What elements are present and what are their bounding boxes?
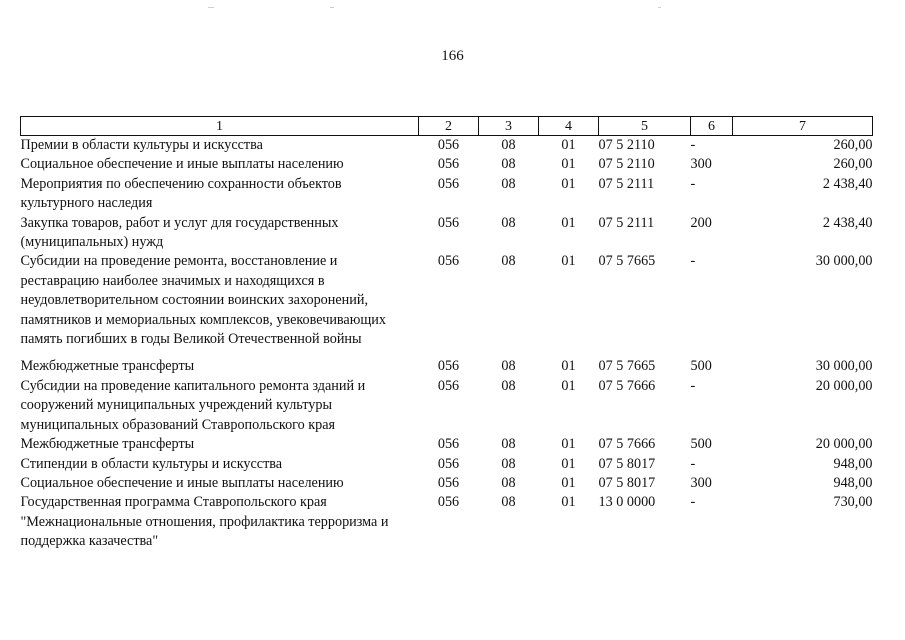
- subsection-code: 01: [561, 156, 576, 173]
- ministry-code: 056: [437, 214, 460, 231]
- ministry-code: 056: [437, 137, 460, 153]
- expense-type-code: -: [690, 253, 696, 270]
- table-row: [21, 155, 873, 174]
- subsection-code: 01: [561, 214, 576, 231]
- amount: 730,00: [833, 494, 873, 511]
- expense-type-code: -: [690, 377, 696, 394]
- section-code: 08: [501, 214, 516, 231]
- target-article-code: 13 0 0000: [598, 494, 656, 511]
- expense-type-code: 300: [690, 474, 712, 491]
- scan-artifact: [658, 7, 661, 8]
- target-article-code: 07 5 7665: [598, 253, 656, 270]
- target-article-code: 07 5 8017: [598, 474, 656, 491]
- amount: 20 000,00: [815, 377, 873, 394]
- ministry-code: 056: [437, 455, 460, 472]
- subsection-code: 01: [561, 455, 576, 472]
- table-row: [21, 357, 873, 376]
- ministry-code: 056: [437, 156, 460, 173]
- expense-type-code: -: [690, 137, 696, 153]
- subsection-code: 01: [561, 474, 576, 491]
- item-name: Премии в области культуры и искусства: [20, 137, 263, 153]
- item-name: Мероприятия по обеспечению сохранности объектов культурного наследия: [20, 175, 342, 212]
- column-header: 7: [733, 117, 873, 136]
- amount: 260,00: [833, 137, 873, 153]
- column-header: 1: [21, 117, 419, 136]
- item-name: Закупка товаров, работ и услуг для государственных (муниципальных) нужд: [20, 214, 339, 251]
- section-code: 08: [501, 474, 516, 491]
- amount: 20 000,00: [815, 436, 873, 453]
- subsection-code: 01: [561, 358, 576, 375]
- section-code: 08: [501, 137, 516, 153]
- expense-type-code: -: [690, 455, 696, 472]
- item-name: Субсидии на проведение ремонта, восстановление и реставрацию наиболее значимых и находящихся в неудовлетворительном состоянии воинских захоронений, памятников и мемориальных комплексов, увековечивающих память погибших в годы Великой Отечественной войны: [20, 253, 386, 348]
- amount: 30 000,00: [815, 253, 873, 270]
- amount: 948,00: [833, 474, 873, 491]
- table-row: [21, 252, 873, 357]
- item-name: Стипендии в области культуры и искусства: [20, 455, 283, 472]
- ministry-code: 056: [437, 494, 460, 511]
- section-code: 08: [501, 175, 516, 192]
- ministry-code: 056: [437, 175, 460, 192]
- table-row: [21, 175, 873, 214]
- ministry-code: 056: [437, 474, 460, 491]
- column-header: 6: [691, 117, 733, 136]
- column-header: 2: [419, 117, 479, 136]
- expense-type-code: -: [690, 175, 696, 192]
- column-header: 5: [599, 117, 691, 136]
- target-article-code: 07 5 7665: [598, 358, 656, 375]
- table-row: [21, 136, 873, 156]
- ministry-code: 056: [437, 377, 460, 394]
- scan-artifact: [330, 7, 334, 8]
- subsection-code: 01: [561, 253, 576, 270]
- table-row: [21, 474, 873, 493]
- amount: 2 438,40: [822, 175, 873, 192]
- expense-type-code: -: [690, 494, 696, 511]
- section-code: 08: [501, 494, 516, 511]
- table-row: [21, 435, 873, 454]
- target-article-code: 07 5 2110: [598, 156, 655, 173]
- table-row: [21, 214, 873, 253]
- expense-type-code: 300: [690, 156, 712, 173]
- target-article-code: 07 5 7666: [598, 377, 656, 394]
- item-name: Межбюджетные трансферты: [20, 436, 195, 453]
- section-code: 08: [501, 377, 516, 394]
- target-article-code: 07 5 8017: [598, 455, 656, 472]
- section-code: 08: [501, 156, 516, 173]
- expense-type-code: 200: [690, 214, 712, 231]
- column-header: 4: [539, 117, 599, 136]
- subsection-code: 01: [561, 377, 576, 394]
- subsection-code: 01: [561, 137, 576, 153]
- section-code: 08: [501, 358, 516, 375]
- item-name: Межбюджетные трансферты: [20, 358, 195, 375]
- page-number: 166: [441, 48, 464, 64]
- item-name: Субсидии на проведение капитального ремонта зданий и сооружений муниципальных учреждений культуры муниципальных образований Ставропольского края: [20, 377, 366, 433]
- ministry-code: 056: [437, 436, 460, 453]
- expense-type-code: 500: [690, 358, 712, 375]
- target-article-code: 07 5 2111: [598, 175, 655, 192]
- table-header-row: [21, 117, 873, 136]
- table-row: [21, 493, 873, 551]
- amount: 30 000,00: [815, 358, 873, 375]
- target-article-code: 07 5 2110: [598, 137, 655, 153]
- target-article-code: 07 5 7666: [598, 436, 656, 453]
- subsection-code: 01: [561, 436, 576, 453]
- ministry-code: 056: [437, 253, 460, 270]
- scan-artifact: [208, 7, 214, 8]
- amount: 2 438,40: [822, 214, 873, 231]
- item-name: Государственная программа Ставропольского края "Межнациональные отношения, профилактика терроризма и поддержка казачества": [20, 494, 389, 550]
- column-header: 3: [479, 117, 539, 136]
- target-article-code: 07 5 2111: [598, 214, 655, 231]
- item-name: Социальное обеспечение и иные выплаты населению: [20, 156, 344, 173]
- expense-type-code: 500: [690, 436, 712, 453]
- section-code: 08: [501, 455, 516, 472]
- item-name: Социальное обеспечение и иные выплаты населению: [20, 474, 344, 491]
- ministry-code: 056: [437, 358, 460, 375]
- amount: 948,00: [833, 455, 873, 472]
- budget-table: [20, 116, 873, 552]
- table-row: [21, 377, 873, 435]
- section-code: 08: [501, 253, 516, 270]
- section-code: 08: [501, 436, 516, 453]
- subsection-code: 01: [561, 494, 576, 511]
- amount: 260,00: [833, 156, 873, 173]
- table-row: [21, 455, 873, 474]
- subsection-code: 01: [561, 175, 576, 192]
